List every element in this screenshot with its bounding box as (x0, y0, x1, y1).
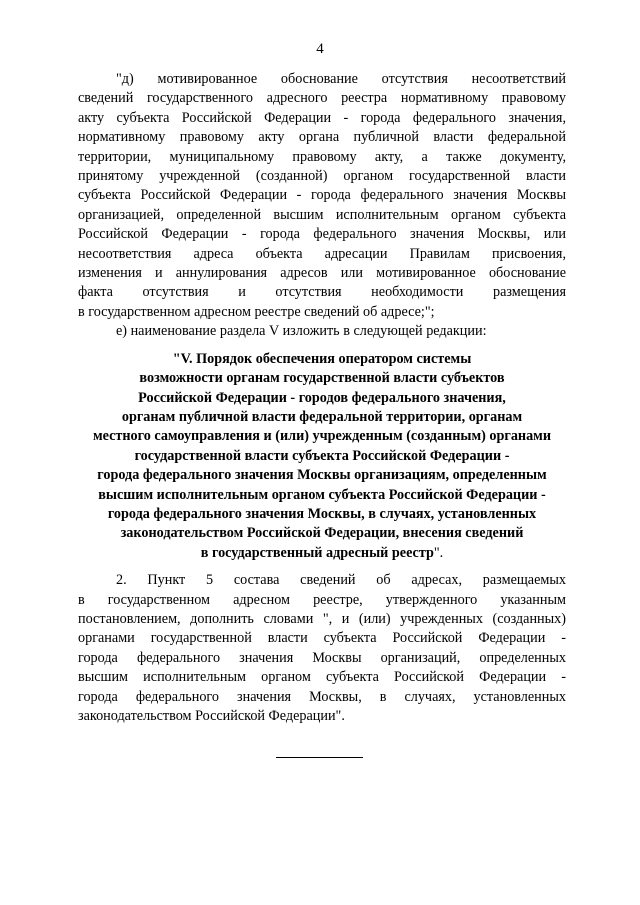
text-line: постановлением, дополнить словами ", и (или) учрежденных (созданных) (78, 610, 566, 627)
text-line: города федерального значения Москвы, в случаях, установленных (78, 688, 566, 705)
heading-line: законодательством Российской Федерации, внесения сведений (120, 525, 524, 542)
text-line: изменения и аннулирования адресов или мотивированное обоснование (78, 265, 566, 282)
heading-line: города федерального значения Москвы, в случаях, установленных (107, 505, 537, 522)
text-line: законодательством Российской Федерации". (78, 708, 345, 724)
text-line: города федерального значения Москвы организаций, определенных (78, 649, 566, 666)
text-line: нормативному правовому акту органа публичной власти федеральной (78, 129, 566, 146)
text-line: 2. Пункт 5 состава сведений об адресах, размещаемых (116, 572, 566, 589)
paragraph-2 (78, 571, 566, 726)
text-line: территории, муниципальному правовому акту, а также документу, (78, 148, 566, 165)
paragraph-d (78, 70, 566, 322)
heading-line: органам публичной власти федеральной территории, органам (121, 408, 523, 425)
text-line: субъекта Российской Федерации - города федерального значения Москвы (78, 187, 566, 204)
heading-line: государственной власти субъекта Российской Федерации - (134, 447, 510, 464)
text-line: в государственном адресном реестре сведений об адресе;"; (78, 303, 435, 320)
paragraph-e: е) наименование раздела V изложить в следующей редакции: (116, 323, 487, 340)
document-body (78, 70, 566, 726)
text-line: несоответствия адреса объекта адресации Правилам присвоения, (78, 245, 566, 262)
text-line: сведений государственного адресного реестра нормативному правовому (78, 90, 566, 107)
heading-line: местного самоуправления и (или) учрежденным (созданным) органами (92, 428, 552, 445)
text-line: факта отсутствия и отсутствия необходимости размещения (78, 284, 566, 301)
heading-line: города федерального значения Москвы организациям, определенным (97, 467, 547, 484)
text-line: Российской Федерации - города федерального значения Москвы, или (78, 226, 566, 243)
heading-line: высшим исполнительным органом субъекта Российской Федерации - (98, 486, 546, 503)
page-number: 4 (316, 41, 324, 57)
text-line: высшим исполнительным органом субъекта Российской Федерации - (78, 669, 566, 686)
text-line: органами государственной власти субъекта Российской Федерации - (78, 630, 566, 647)
heading-line-last (78, 544, 566, 563)
heading-last-text: в государственный адресный реестр (200, 544, 434, 561)
section-heading (78, 350, 566, 563)
text-line: организацией, определенной высшим исполнительным органом субъекта (78, 206, 566, 223)
heading-line: возможности органам государственной власти субъектов (139, 370, 505, 387)
text-line: акту субъекта Российской Федерации - города федерального значения, (78, 109, 566, 126)
text-line: "д) мотивированное обоснование отсутствия несоответствий (116, 71, 566, 87)
heading-line: Российской Федерации - городов федерального значения, (138, 389, 506, 406)
end-rule (276, 757, 363, 758)
heading-line: "V. Порядок обеспечения оператором системы (172, 350, 472, 367)
heading-closing-quote: ". (433, 544, 444, 561)
text-line: принятому учрежденной (созданной) органом государственной власти (78, 168, 566, 185)
text-line: в государственном адресном реестре, утвержденного указанным (78, 591, 566, 608)
